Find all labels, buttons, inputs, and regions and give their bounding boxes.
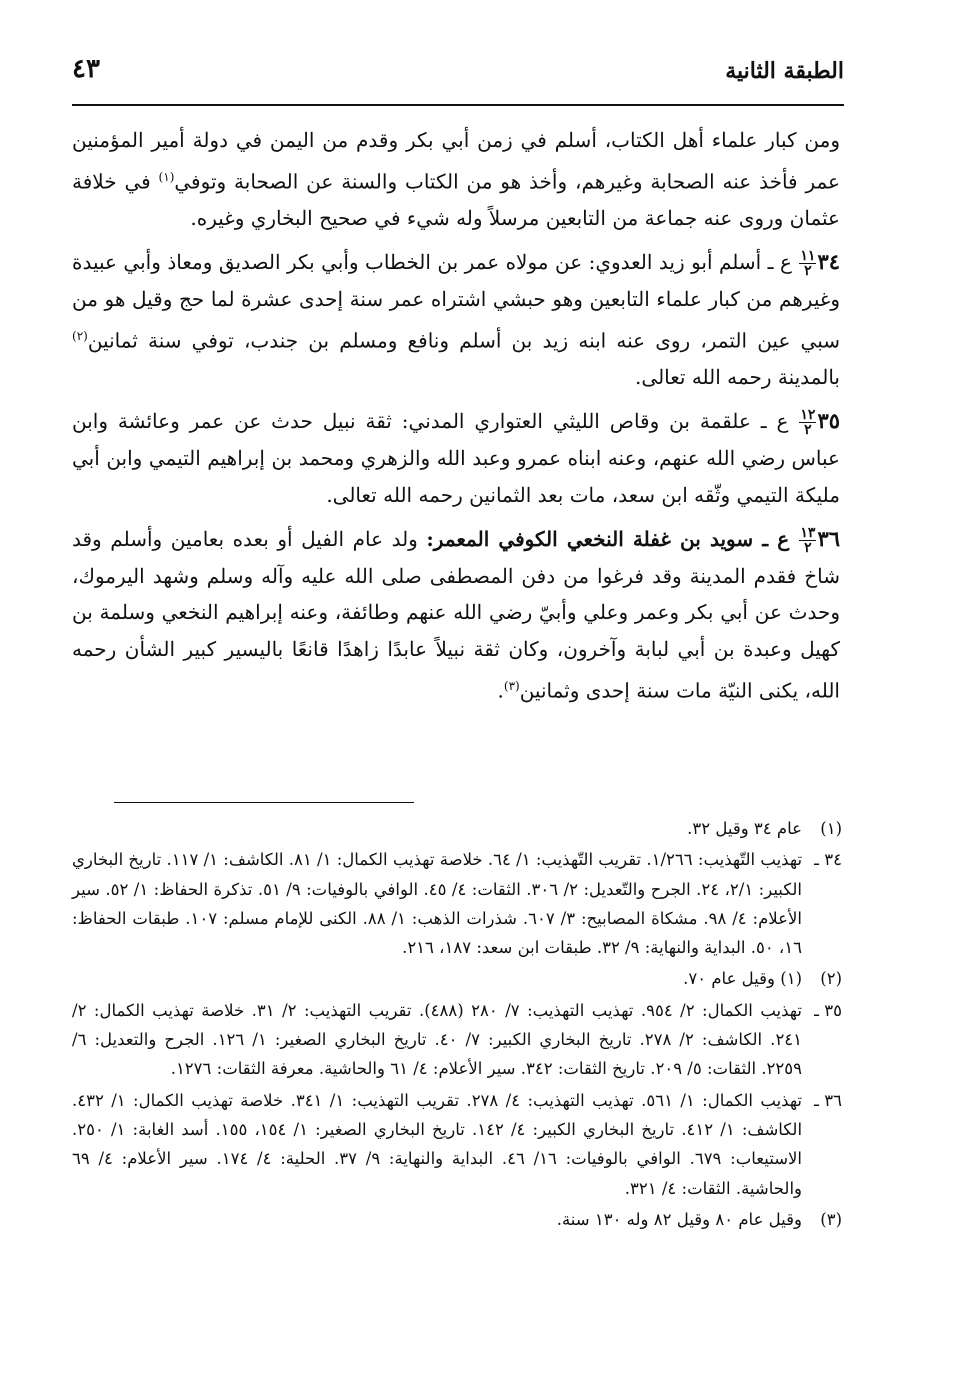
entry-35	[72, 403, 840, 513]
sources-34	[72, 845, 842, 962]
footnote-ref-1[interactable]: (١)	[158, 169, 175, 184]
entry-name: ع ـ علقمة بن وقاص الليثي العتواري المدني:	[401, 409, 799, 434]
paragraph-text: ومن كبار علماء أهل الكتاب، أسلم في زمن أبي بكر وقدم من اليمن في دولة أمير المؤمنين عمر فأخذ عنه الصحابة وغيرهم، وأخذ هو من الكتاب والسنة عن الصحابة وتوفي	[72, 128, 840, 194]
footnote-ref-2[interactable]: (٢)	[72, 328, 88, 343]
fraction-numerator: ١١	[800, 248, 816, 265]
fraction-denominator: ٢	[804, 540, 812, 557]
entry-text: ثقة نبيل حدث عن عمر وعائشة وابن عباس رضي الله عنهم، وعنه ابناه عمرو وعبد الله والزهري ومحمد بن إبراهيم التيمي وابن أبي مليكة التيمي وثّقه ابن سعد، مات بعد الثمانين رحمه الله تعالى.	[72, 409, 840, 507]
sources-35	[72, 996, 842, 1084]
entry-34	[72, 244, 840, 395]
entry-name: ع ـ أسلم أبو زيد العدوي:	[588, 250, 799, 275]
footnote-text: وقيل عام ٨٠ وقيل ٨٢ وله ١٣٠ سنة.	[556, 1209, 802, 1229]
footnote-text: تهذيب التّهذيب: ١/٢٦٦. تقريب التّهذيب: ١/ ٦٤. خلاصة تهذيب الكمال: ١/ ٨١. الكاشف: ١/ ١١٧. تاريخ البخاري الكبير: ٢/١، ٢٤. الجرح والتّعديل: ٢/ ٣٠٦. الثقات: ٤/ ٤٥. الوافي بالوفيات: ٩/ ٥١. تذكرة الحفاظ: ١/ ٥٢. سير الأعلام: ٤/ ٩٨. مشكاة المصابيح: ٣/ ٦٠٧. شذرات الذهب: ١/ ٨٨. الكنى للإمام مسلم: ١٠٧. طبقات الحفاظ: ١٦، ٥٠. البداية والنهاية: ٩/ ٣٢. طبقات ابن سعد: ١٨٧، ٢١٦.	[72, 850, 803, 958]
footnote-mark: (٢)	[820, 969, 842, 989]
fraction-denominator: ٢	[804, 263, 812, 280]
sources-36	[72, 1086, 842, 1203]
footnote-mark: ٣٥ ـ	[814, 1000, 842, 1020]
paragraph-tail: في خلافة عثمان وروى عنه جماعة من التابعين مرسلاً وله شيء في صحيح البخاري وغيره.	[72, 169, 840, 230]
page-header	[72, 54, 844, 106]
page-number: ٤٣	[72, 54, 100, 84]
entry-fraction	[799, 249, 816, 278]
entry-number: ٣٤	[817, 249, 840, 275]
footnote-1	[72, 814, 842, 843]
footnote-mark: (١)	[820, 819, 842, 838]
entry-fraction	[799, 408, 816, 437]
footnote-mark: (٣)	[820, 1209, 842, 1229]
footnotes	[72, 814, 842, 1236]
fraction-denominator: ٢	[804, 422, 812, 439]
paragraph-continuation	[72, 122, 840, 236]
entry-name: ع ـ سويد بن غفلة النخعي الكوفي المعمر:	[426, 527, 799, 552]
entry-fraction	[799, 526, 816, 555]
entry-number: ٣٥	[817, 408, 840, 434]
fraction-numerator: ١٢	[800, 407, 816, 424]
entry-text: عن مولاه عمر بن الخطاب وأبي بكر الصديق ومعاذ وأبي عبيدة وغيرهم من كبار علماء التابعين وهو حبشي اشتراه عمر سنة إحدى عشرة لما حج وقيل هو من سبي عين التمر، روى عنه ابنه زيد بن أسلم ونافع ومسلم بن جندب، توفي سنة ثمانين	[72, 250, 840, 353]
entry-36	[72, 521, 840, 709]
entry-tail: بالمدينة رحمه الله تعالى.	[635, 364, 840, 389]
entry-number: ٣٦	[817, 526, 841, 552]
footnote-text: عام ٣٤ وقيل ٣٢.	[687, 819, 802, 838]
footnote-divider	[114, 802, 414, 803]
running-title: الطبقة الثانية	[725, 58, 844, 84]
footnote-mark: ٣٦ ـ	[814, 1090, 842, 1110]
footnote-ref-3[interactable]: (٣)	[503, 678, 520, 693]
entry-text: ولد عام الفيل أو بعده بعامين وأسلم وقد شاخ فقدم المدينة وقد فرغوا من دفن المصطفى صلى الله عليه وآله وسلم وشهد اليرموك، وحدث عن أبي بكر وعمر وعلي وأبيّ رضي الله عنهم وطائفة، وعنه إبراهيم النخعي وسلمة بن كهيل وعبدة بن أبي لبابة وآخرون، وكان ثقة نبيلاً عابدًا زاهدًا قانعًا باليسير كبير الشأن رحمه الله، يكنى النيّة مات سنة إحدى وثمانين	[72, 527, 840, 703]
fraction-numerator: ١٣	[800, 525, 816, 542]
entry-tail: .	[497, 678, 504, 703]
footnote-text: (١) وقيل عام ٧٠.	[683, 969, 802, 989]
main-text	[72, 122, 840, 717]
footnote-text: تهذيب الكمال: ٢/ ٩٥٤. تهذيب التهذيب: ٧/ ٢٨٠ (٤٨٨). تقريب التهذيب: ٢/ ٣١. خلاصة تهذيب الكمال: ٢/ ٢٤١. الكاشف: ٢/ ٢٧٨. تاريخ البخاري الكبير: ٧/ ٤٠. تاريخ البخاري الصغير: ١/ ١٢٦. الجرح والتعديل: ٦/ ٢٢٥٩. الثقات: ٥/ ٢٠٩. تاريخ الثقات: ٣٤٢. سير الأعلام: ٤/ ٦١ والحاشية. معرفة الثقات: ١٢٧٦.	[72, 1000, 803, 1079]
footnote-2	[72, 964, 842, 993]
footnote-3	[72, 1205, 842, 1234]
footnote-mark: ٣٤ ـ	[814, 850, 842, 870]
footnote-text: تهذيب الكمال: ١/ ٥٦١. تهذيب التهذيب: ٤/ ٢٧٨. تقريب التهذيب: ١/ ٣٤١. خلاصة تهذيب الكمال: ١/ ٤٣٢. الكاشف: ١/ ٤١٢. تاريخ البخاري الكبير: ٤/ ١٤٢. تاريخ البخاري الصغير: ١/ ١٥٤، ١٥٥. أسد الغابة: ١/ ٢٥٠. الاستيعاب: ٦٧٩. الوافي بالوفيات: ١٦/ ٤٦. البداية والنهاية: ٩/ ٣٧. الحلية: ٤/ ١٧٤. سير الأعلام: ٤/ ٦٩ والحاشية. الثقات: ٤/ ٣٢١.	[72, 1090, 803, 1198]
